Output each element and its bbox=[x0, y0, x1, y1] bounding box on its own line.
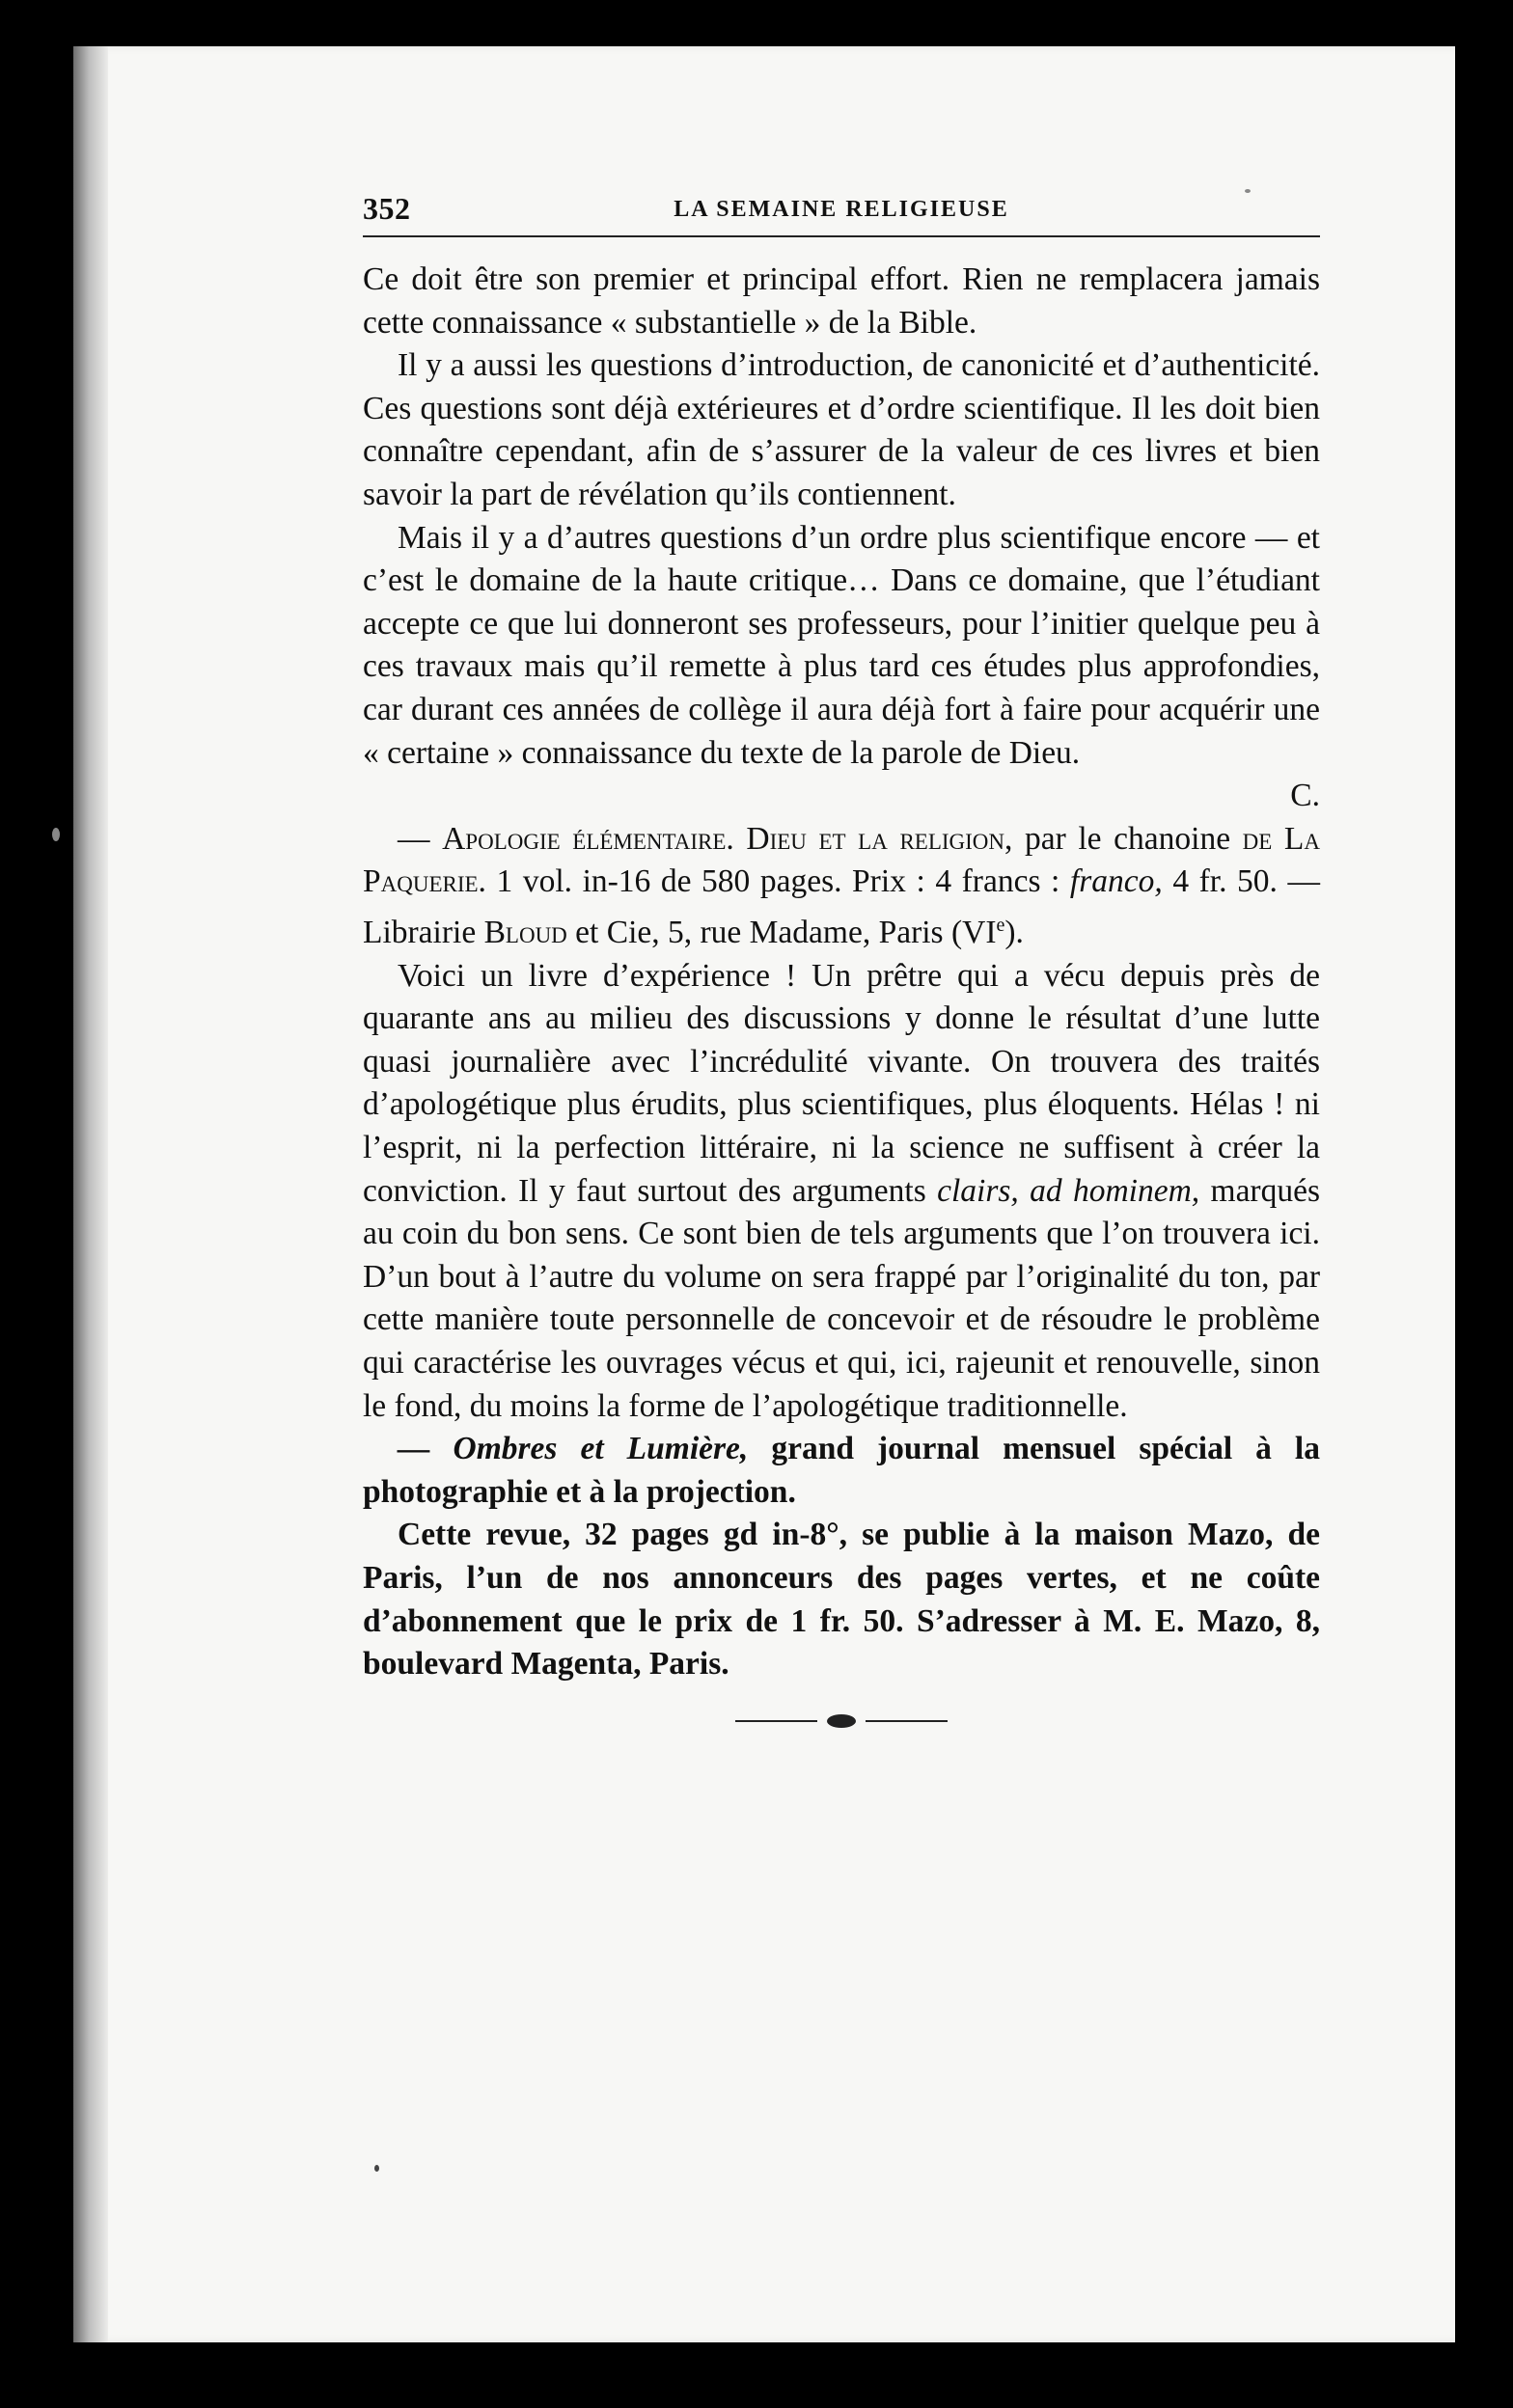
paragraph-5-end: marqués au coin du bon sens. Ce sont bien de tels arguments que l’on trouvera ici. D’un bout à l’autre du volume on sera frappé par l’originalité du ton, par cette manière toute personnelle de concevoir et de résoudre le problème qui caractérise les ouvrages vécus et qui, ici, rajeunit et renouvelle, sinon le fond, du moins la forme de l’apologétique traditionnelle. bbox=[363, 1172, 1320, 1424]
journal-description: grand journal mensuel spécial à la photographie et à la projection. bbox=[363, 1431, 1320, 1510]
paragraph-5-italic: clairs, ad hominem, bbox=[937, 1172, 1200, 1209]
page-binding-edge bbox=[73, 46, 108, 2342]
ornament-line-left bbox=[735, 1720, 817, 1722]
running-header bbox=[363, 189, 1320, 237]
paragraph-3-text: Mais il y a d’autres questions d’un ordre plus scientifique encore — et c’est le domaine de la haute critique… Dans ce domaine, que l’étudiant accepte ce que lui donneront ses professeurs, pour l’initier quelque peu à ces travaux mais qu’il remette à plus tard ces études plus approfondies, car durant ces années de collège il aura déjà fort à faire pour acquérir une « certaine » connaissance du texte de la parole de Dieu. bbox=[363, 519, 1320, 771]
paragraph-3-signature: C. bbox=[1290, 778, 1320, 814]
paragraph-3 bbox=[363, 517, 1320, 818]
paragraph-5 bbox=[363, 955, 1320, 1429]
scan-speck bbox=[374, 2165, 379, 2172]
book-title: Apologie élémentaire. Dieu et la religion, bbox=[442, 820, 1013, 857]
book-publisher: Bloud bbox=[483, 915, 567, 951]
book-author: de La Paquerie. bbox=[363, 820, 1321, 900]
book-address-sup: e bbox=[996, 914, 1005, 936]
paragraph-4-book-notice bbox=[363, 818, 1320, 955]
ornament-line-right bbox=[866, 1720, 948, 1722]
scan-speck bbox=[52, 828, 60, 841]
book-franco: franco, bbox=[1069, 863, 1163, 900]
paragraph-5-start: Voici un livre d’expérience ! Un prêtre qui a vécu depuis près de quarante ans au milieu des discussions y donne le résultat d’une lutte quasi journalière avec l’incrédulité vivante. On trouvera des traités d’apologétique plus érudits, plus scientifiques, plus éloquents. Hélas ! ni l’esprit, ni la perfection littéraire, ni la science ne suffisent à créer la conviction. Il y faut surtout des arguments bbox=[363, 957, 1320, 1209]
journal-title: — Ombres et Lumière, bbox=[398, 1431, 749, 1467]
ornament-center bbox=[827, 1714, 856, 1728]
paragraph-2: Il y a aussi les questions d’introduction, de canonicité et d’authenticité. Ces questions sont déjà extérieures et d’ordre scientifique. Il les doit bien connaître cependant, afin de s’assurer de la valeur de ces livres et bien savoir la part de révélation qu’ils contiennent. bbox=[363, 347, 1320, 512]
notice-dash: — bbox=[398, 820, 443, 857]
page-content bbox=[363, 189, 1320, 1731]
book-by: par le chanoine bbox=[1012, 820, 1243, 857]
paragraph-6-journal-notice bbox=[363, 1428, 1320, 1514]
book-price: 4 fr. 50. — Librairie bbox=[363, 863, 1320, 951]
book-address-end: ). bbox=[1004, 915, 1024, 951]
running-title: LA SEMAINE RELIGIEUSE bbox=[674, 197, 1009, 222]
paragraph-7: Cette revue, 32 pages gd in-8°, se publie à la maison Mazo, de Paris, l’un de nos annonceurs des pages vertes, et ne coûte d’abonnement que le prix de 1 fr. 50. S’adresser à M. E. Mazo, 8, boulevard Magenta, Paris. bbox=[363, 1517, 1320, 1683]
paragraph-1: Ce doit être son premier et principal effort. Rien ne remplacera jamais cette connaissance « substantielle » de la Bible. bbox=[363, 261, 1320, 341]
page-number: 352 bbox=[363, 191, 411, 226]
book-details: 1 vol. in-16 de 580 pages. Prix : 4 francs : bbox=[485, 863, 1070, 900]
book-address: et Cie, 5, rue Madame, Paris (VI bbox=[566, 915, 997, 951]
ornament-divider bbox=[735, 1711, 948, 1731]
